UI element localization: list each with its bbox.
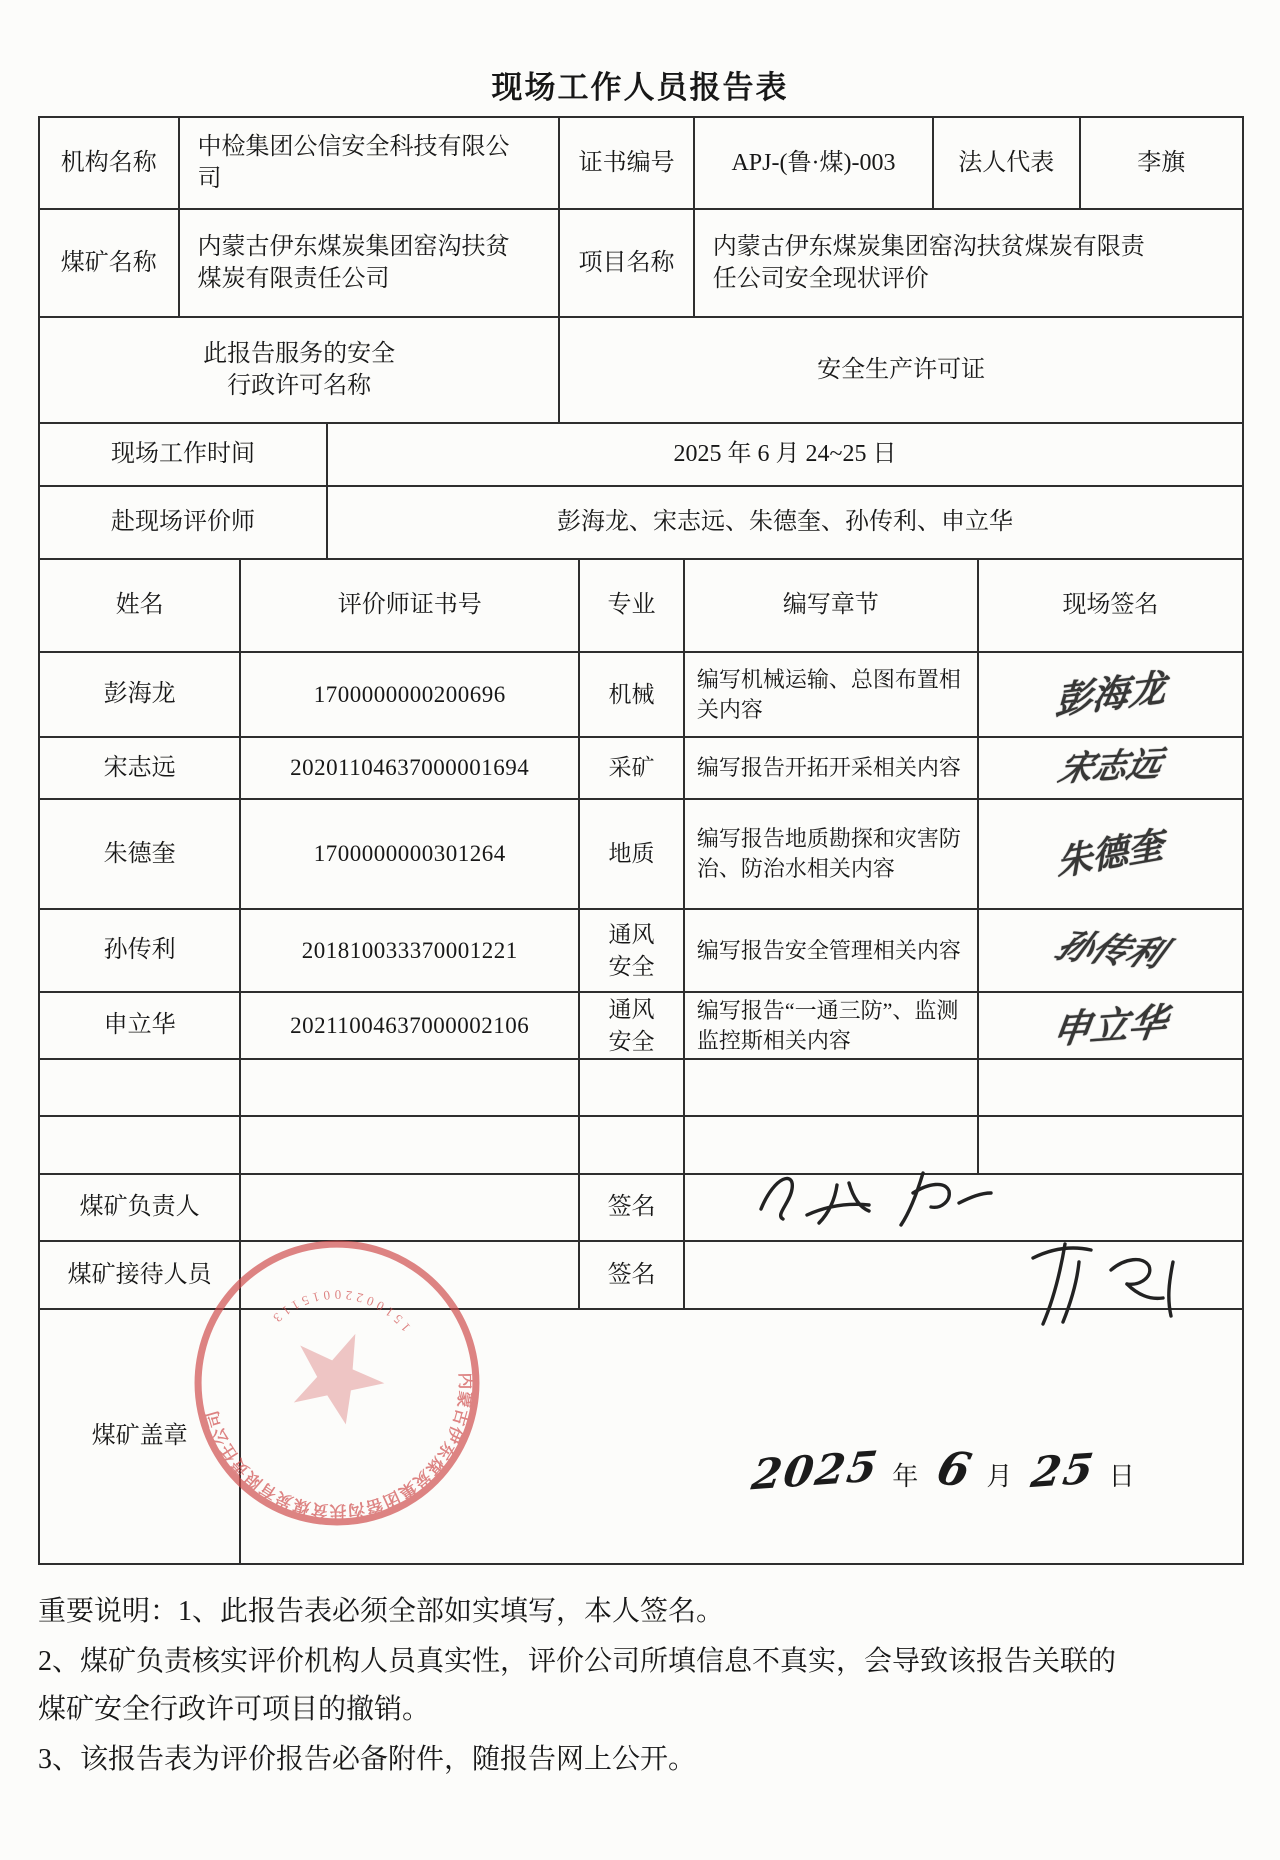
row-license: [40, 318, 1242, 424]
handwritten-signature: 宋志远: [1055, 744, 1167, 790]
mine-receptionist-signature-area: [685, 1242, 1242, 1308]
handwritten-signature: 孙传利: [1048, 926, 1173, 975]
mine-leader-label: 煤矿负责人: [40, 1175, 241, 1240]
staff-chapter: 编写报告开拓开采相关内容: [685, 738, 979, 798]
cert-no-value: APJ-(鲁·煤)-003: [695, 118, 934, 208]
stamp-company-arc-text: 内蒙古伊东煤炭集团窑沟扶贫煤炭有限责任公司: [202, 1372, 475, 1521]
header-cert: 评价师证书号: [241, 560, 580, 651]
mine-name-label: 煤矿名称: [40, 210, 180, 316]
staff-signature-cell: [979, 993, 1242, 1058]
staff-cert: 20211004637000002106: [241, 993, 580, 1058]
sign-label: 签名: [580, 1175, 685, 1240]
worktime-label: 现场工作时间: [40, 424, 328, 485]
sign-label: 签名: [580, 1242, 685, 1308]
cert-no-label: 证书编号: [560, 118, 695, 208]
mine-stamp-label: 煤矿盖章: [40, 1310, 241, 1563]
license-label: [40, 318, 560, 422]
header-major: 专业: [580, 560, 685, 651]
mine-leader-signature-area: [685, 1175, 1242, 1240]
legal-rep-label: 法人代表: [934, 118, 1081, 208]
staff-signature-cell: [979, 800, 1242, 908]
empty-staff-row: [40, 1060, 1242, 1117]
stamp-star: [282, 1330, 391, 1434]
stamp-serial-arc-text: 15100220015113: [266, 1287, 414, 1335]
license-label-line2: 行政许可名称: [227, 373, 372, 399]
license-value: 安全生产许可证: [817, 356, 986, 383]
staff-cert: 1700000000301264: [241, 800, 580, 908]
staff-major: 采矿: [580, 738, 685, 798]
row-organization: [40, 118, 1242, 210]
staff-name: 朱德奎: [40, 800, 241, 908]
handwritten-signature: 彭海龙: [1054, 664, 1167, 723]
staff-chapter: 编写报告地质勘探和灾害防治、防治水相关内容: [685, 800, 979, 908]
header-signature: 现场签名: [1062, 592, 1159, 619]
svg-text:15100220015113: [263, 1271, 415, 1361]
empty-cell: [241, 1060, 580, 1115]
mine-name-value: 内蒙古伊东煤炭集团窑沟扶贫煤炭有限责任公司: [180, 210, 561, 316]
staff-row: [40, 738, 1242, 800]
date-month-unit: 月: [986, 1462, 1019, 1491]
worktime-value: 2025 年 6 月 24~25 日: [673, 441, 897, 468]
staff-major: 通风安全: [580, 993, 685, 1058]
page-title: 现场工作人员报告表: [491, 70, 789, 105]
staff-chapter: 编写报告“一通三防”、监测监控斯相关内容: [685, 993, 979, 1058]
date-year-unit: 年: [892, 1462, 925, 1491]
staff-row: [40, 910, 1242, 993]
row-worktime: [40, 424, 1242, 487]
empty-cell: [580, 1117, 685, 1173]
staff-cert: 1700000000200696: [241, 653, 580, 736]
note-line: 重要说明：1、此报告表必须全部如实填写，本人签名。: [38, 1596, 725, 1627]
staff-major: 机械: [580, 653, 685, 736]
staff-row: [40, 993, 1242, 1060]
note-line: 3、该报告表为评价报告必备附件，随报告网上公开。: [38, 1744, 697, 1776]
red-company-stamp: [186, 1232, 488, 1534]
empty-cell: [580, 1060, 685, 1115]
staff-major: 地质: [580, 800, 685, 908]
empty-cell: [241, 1117, 580, 1173]
header-name: 姓名: [40, 560, 241, 651]
staff-name: 申立华: [40, 993, 241, 1058]
empty-cell: [685, 1117, 979, 1173]
handwritten-signature: 朱德奎: [1055, 823, 1166, 885]
staff-signature-cell: [979, 653, 1242, 736]
project-name-label: 项目名称: [560, 210, 695, 316]
staff-cert: 20201104637000001694: [241, 738, 580, 798]
row-mine-project: [40, 210, 1242, 318]
staff-signature-cell: [979, 738, 1242, 798]
org-label: 机构名称: [40, 118, 180, 208]
empty-cell: [685, 1060, 979, 1115]
staff-header-row: [40, 560, 1242, 653]
staff-chapter: 编写机械运输、总图布置相关内容: [685, 653, 979, 736]
project-name-value: 内蒙古伊东煤炭集团窑沟扶贫煤炭有限责任公司安全现状评价: [712, 233, 1145, 292]
legal-rep-value: 李旗: [1137, 149, 1186, 176]
org-value: 中检集团公信安全科技有限公司: [180, 118, 561, 208]
handwritten-date: [739, 1438, 1140, 1500]
staff-name: 孙传利: [40, 910, 241, 991]
staff-major: 通风安全: [580, 910, 685, 991]
leader-signature-scribble: [745, 1161, 1025, 1251]
date-month: 6: [932, 1440, 979, 1498]
evaluators-label: 赴现场评价师: [40, 487, 328, 558]
empty-cell: [979, 1117, 1242, 1173]
staff-row: [40, 653, 1242, 738]
staff-signature-cell: [979, 910, 1242, 991]
staff-row: [40, 800, 1242, 910]
staff-name: 彭海龙: [40, 653, 241, 736]
date-day: 25: [1028, 1443, 1099, 1498]
empty-cell: [40, 1060, 241, 1115]
empty-staff-row: [40, 1117, 1242, 1175]
empty-cell: [40, 1117, 241, 1173]
staff-cert: 201810033370001221: [241, 910, 580, 991]
empty-cell: [979, 1060, 1242, 1115]
handwritten-signature: 申立华: [1050, 998, 1171, 1053]
date-year: 2025: [749, 1441, 883, 1500]
evaluators-value: 彭海龙、宋志远、朱德奎、孙传利、申立华: [557, 509, 1014, 536]
date-day-unit: 日: [1108, 1462, 1141, 1491]
license-label-line1: 此报告服务的安全: [203, 340, 396, 367]
mine-receptionist-label: 煤矿接待人员: [40, 1242, 241, 1308]
header-chapter: 编写章节: [685, 560, 979, 651]
staff-name: 宋志远: [40, 738, 241, 798]
empty-cell: [241, 1175, 580, 1240]
footer-notes: [38, 1588, 1128, 1787]
staff-chapter: 编写报告安全管理相关内容: [685, 910, 979, 991]
note-line: 2、煤矿负责核实评价机构人员真实性，评价公司所填信息不真实，会导致该报告关联的煤矿安全行政许可项目的撤销。: [38, 1646, 1117, 1726]
row-evaluators: [40, 487, 1242, 560]
